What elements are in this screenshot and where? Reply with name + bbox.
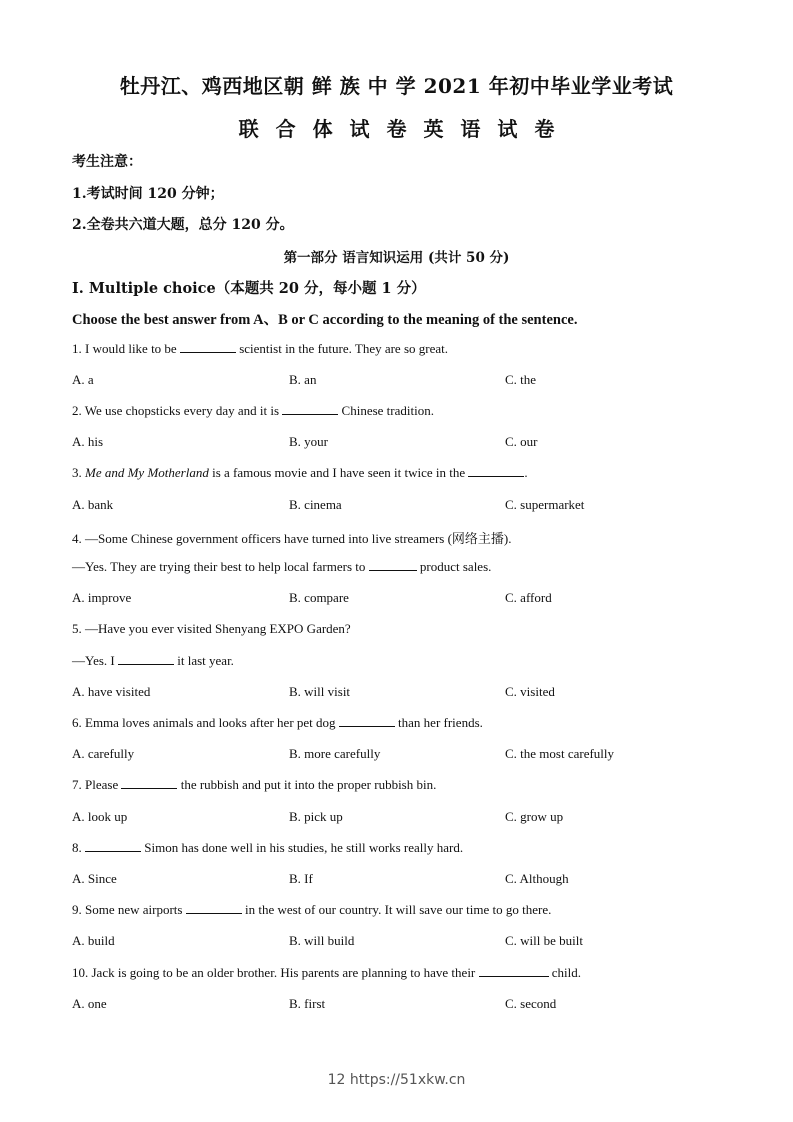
question-9: 9. Some new airports in the west of our country. It will save our time to go there. [72,902,552,917]
option-b: B. will visit [289,684,351,699]
option-a: A. one [72,996,107,1011]
option-a: A. build [72,933,115,948]
option-c: C. grow up [505,809,564,824]
question-3: 3. Me and My Motherland is a famous movie and I have seen it twice in the . [72,465,528,480]
answer-blank [186,902,242,914]
question-10: 10. Jack is going to be an older brother. His parents are planning to have their child. [72,965,582,980]
answer-blank [369,559,417,571]
option-a: A. have visited [72,684,151,699]
notice-heading: 考生注意： [72,154,142,170]
answer-blank [121,777,177,789]
exam-title-line2: 联 合 体 试 卷 英 语 试 卷 [238,117,555,141]
question-8: 8. Simon has done well in his studies, he still works really hard. [72,840,464,855]
option-c: C. afford [505,590,552,605]
option-c: C. second [505,996,557,1011]
option-b: B. cinema [289,497,342,512]
section-instruction: Choose the best answer from A、B or C according to the meaning of the sentence. [72,312,578,328]
option-c: C. supermarket [505,497,585,512]
option-c: C. Although [505,871,569,886]
option-b: B. If [289,871,313,886]
movie-title: Me and My Motherland [85,465,209,480]
page-footer: 12 https://51xkw.cn [327,1072,466,1088]
section-title: I. Multiple choice（本题共 20 分，每小题 1 分） [72,280,426,297]
option-b: B. first [289,996,326,1011]
option-a: A. his [72,434,104,449]
answer-blank [180,341,236,353]
answer-blank [479,965,549,977]
question-2: 2. We use chopsticks every day and it is Chinese tradition. [72,403,434,418]
question-6: 6. Emma loves animals and looks after her pet dog than her friends. [72,715,483,730]
part-heading: 第一部分 语言知识运用 (共计 50 分) [283,250,510,266]
option-c: C. our [505,434,538,449]
option-b: B. your [289,434,328,449]
notice-item-1: 1.考试时间 120 分钟； [72,186,224,202]
question-7: 7. Please the rubbish and put it into the proper rubbish bin. [72,777,437,792]
answer-blank [118,653,174,665]
option-a: A. carefully [72,746,135,761]
option-c: C. the most carefully [505,746,615,761]
option-a: A. bank [72,497,114,512]
exam-title-line1: 牡丹江、鸡西地区朝 鲜 族 中 学 2021 年初中毕业学业考试 [119,74,674,98]
option-c: C. will be built [505,933,583,948]
notice-item-2: 2.全卷共六道大题，总分 120 分。 [72,217,294,233]
option-b: B. an [289,372,317,387]
option-c: C. the [505,372,537,387]
option-c: C. visited [505,684,555,699]
answer-blank [339,715,395,727]
option-a: A. Since [72,871,117,886]
option-a: A. improve [72,590,132,605]
answer-blank [85,840,141,852]
option-b: B. more carefully [289,746,381,761]
answer-blank [468,465,524,477]
option-b: B. will build [289,933,355,948]
question-4-reply: —Yes. They are trying their best to help local farmers to product sales. [72,559,492,574]
option-b: B. compare [289,590,349,605]
option-b: B. pick up [289,809,343,824]
answer-blank [282,403,338,415]
question-5-reply: —Yes. I it last year. [72,653,234,668]
question-4: 4. —Some Chinese government officers have turned into live streamers (网络主播). [72,531,512,546]
option-a: A. look up [72,809,128,824]
question-5: 5. —Have you ever visited Shenyang EXPO Garden? [72,621,351,636]
question-1: 1. I would like to be scientist in the future. They are so great. [72,341,448,356]
option-a: A. a [72,372,94,387]
